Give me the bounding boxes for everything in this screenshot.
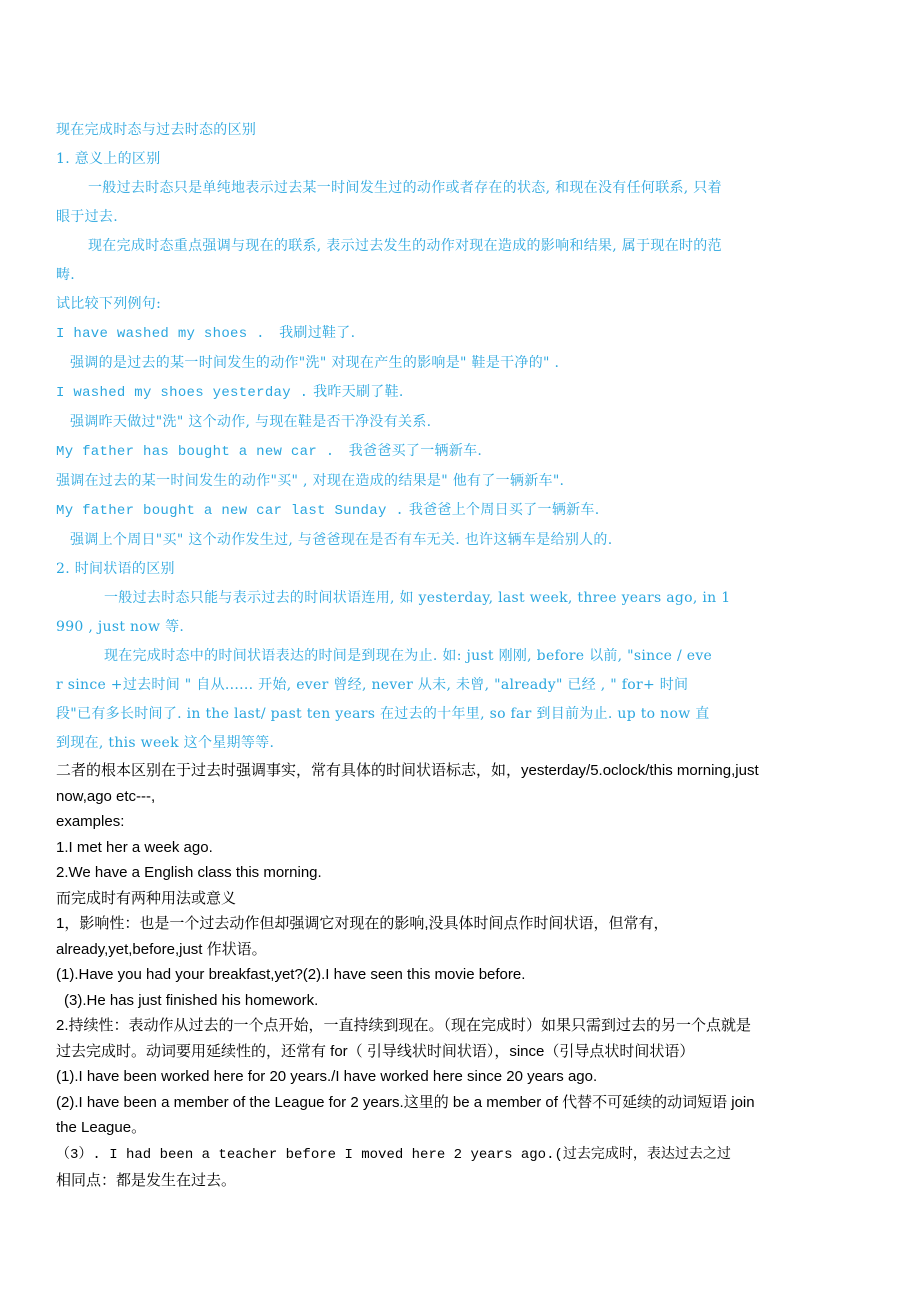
example-chinese: 我昨天刷了鞋.: [313, 384, 404, 400]
example-sentence: [56, 378, 824, 408]
example-note: 强调在过去的某一时间发生的动作"买" , 对现在造成的结果是" 他有了一辆新车".: [56, 473, 565, 489]
paragraph-perfect-adverbials-cont: r since +过去时间 " 自从...... 开始, ever 曾经, never 从未, 未曾, "already" 已经 , " for+ 时间: [56, 677, 689, 693]
example-note: 强调的是过去的某一时间发生的动作"洗" 对现在产生的影响是" 鞋是干净的" .: [70, 355, 560, 371]
section-heading-meaning: 1. 意义上的区别: [56, 151, 161, 167]
example-english: My father bought a new car last Sunday .: [56, 503, 405, 519]
example-english: I have washed my shoes .: [56, 326, 265, 342]
example-item: [56, 1141, 824, 1169]
usage-continuity-cont: 过去完成时。动词要用延续性的，还常有 for（ 引导线状时间状语），since（引导点状时间状语）: [56, 1042, 695, 1060]
example-sentence: [56, 437, 824, 467]
paragraph-perfect-adverbials: 现在完成时态中的时间状语表达的时间是到现在为止. 如: just 刚刚, before 以前, "since / eve: [104, 648, 713, 664]
key-difference-cont: now,ago etc---,: [56, 787, 156, 805]
usage-influence: 1，影响性：也是一个过去动作但却强调它对现在的影响,没具体时间点作时间状语，但常有，: [56, 915, 669, 932]
example-item: 1.I met her a week ago.: [56, 838, 213, 856]
example-item: 2.We have a English class this morning.: [56, 864, 322, 881]
example-item-text: （3）. I had been a teacher before I moved here 2 years ago.(过去完成时，表达过去之过: [56, 1146, 731, 1163]
example-note: 强调昨天做过"洗" 这个动作, 与现在鞋是否干净没有关系.: [70, 414, 432, 430]
compare-intro: 试比较下列例句:: [56, 296, 162, 312]
paragraph-present-perfect-cont: 畴.: [56, 267, 76, 283]
example-item: (3).He has just finished his homework.: [64, 991, 319, 1009]
paragraph-perfect-adverbials-cont: 到现在, this week 这个星期等等.: [56, 735, 275, 751]
examples-label: examples:: [56, 813, 125, 830]
example-item: (1).I have been worked here for 20 years./I have worked here since 20 years ago.: [56, 1068, 598, 1085]
example-sentence: [56, 319, 824, 349]
example-chinese: 我爸爸买了一辆新车.: [348, 443, 483, 459]
example-note: 强调上个周日"买" 这个动作发生过, 与爸爸现在是否有车无关. 也许这辆车是给别人的.: [70, 532, 613, 548]
paragraph-past-adverbials: 一般过去时态只能与表示过去的时间状语连用, 如 yesterday, last week, three years ago, in 1: [104, 590, 731, 606]
example-item: (2).I have been a member of the League for 2 years.这里的 be a member of 代替不可延续的动词短语 join: [56, 1093, 755, 1111]
key-difference: 二者的根本区别在于过去时强调事实，常有具体的时间状语标志，如，yesterday/5.oclock/this morning,just: [56, 762, 759, 779]
section-heading-time-adverbials: 2. 时间状语的区别: [56, 561, 175, 577]
example-english: I washed my shoes yesterday .: [56, 385, 309, 401]
example-item-cont: the League。: [56, 1119, 147, 1136]
example-english: My father has bought a new car .: [56, 444, 335, 460]
similarity-note: 相同点：都是发生在过去。: [56, 1172, 237, 1189]
document-title: 现在完成时态与过去时态的区别: [56, 122, 257, 138]
paragraph-perfect-adverbials-cont: 段"已有多长时间了. in the last/ past ten years 在过去的十年里, so far 到目前为止. up to now 直: [56, 706, 710, 722]
document-body: [56, 116, 824, 1194]
example-chinese: 我刷过鞋了.: [279, 325, 356, 341]
example-item: (1).Have you had your breakfast,yet?(2).I have seen this movie before.: [56, 966, 526, 983]
usage-influence-cont: already,yet,before,just 作状语。: [56, 940, 267, 958]
paragraph-present-perfect: 现在完成时态重点强调与现在的联系, 表示过去发生的动作对现在造成的影响和结果, 属于现在时的范: [88, 238, 722, 254]
usage-continuity: 2.持续性：表动作从过去的一个点开始，一直持续到现在。（现在完成时）如果只需到过去的另一个点就是: [56, 1017, 752, 1034]
example-sentence: [56, 496, 824, 526]
example-chinese: 我爸爸上个周日买了一辆新车.: [408, 502, 600, 518]
paragraph-past-tense: 一般过去时态只是单纯地表示过去某一时间发生过的动作或者存在的状态, 和现在没有任何联系, 只着: [88, 180, 722, 196]
paragraph-past-adverbials-cont: 990 , just now 等.: [56, 619, 185, 635]
perfect-usage-intro: 而完成时有两种用法或意义: [56, 889, 237, 907]
paragraph-past-tense-cont: 眼于过去.: [56, 209, 118, 225]
